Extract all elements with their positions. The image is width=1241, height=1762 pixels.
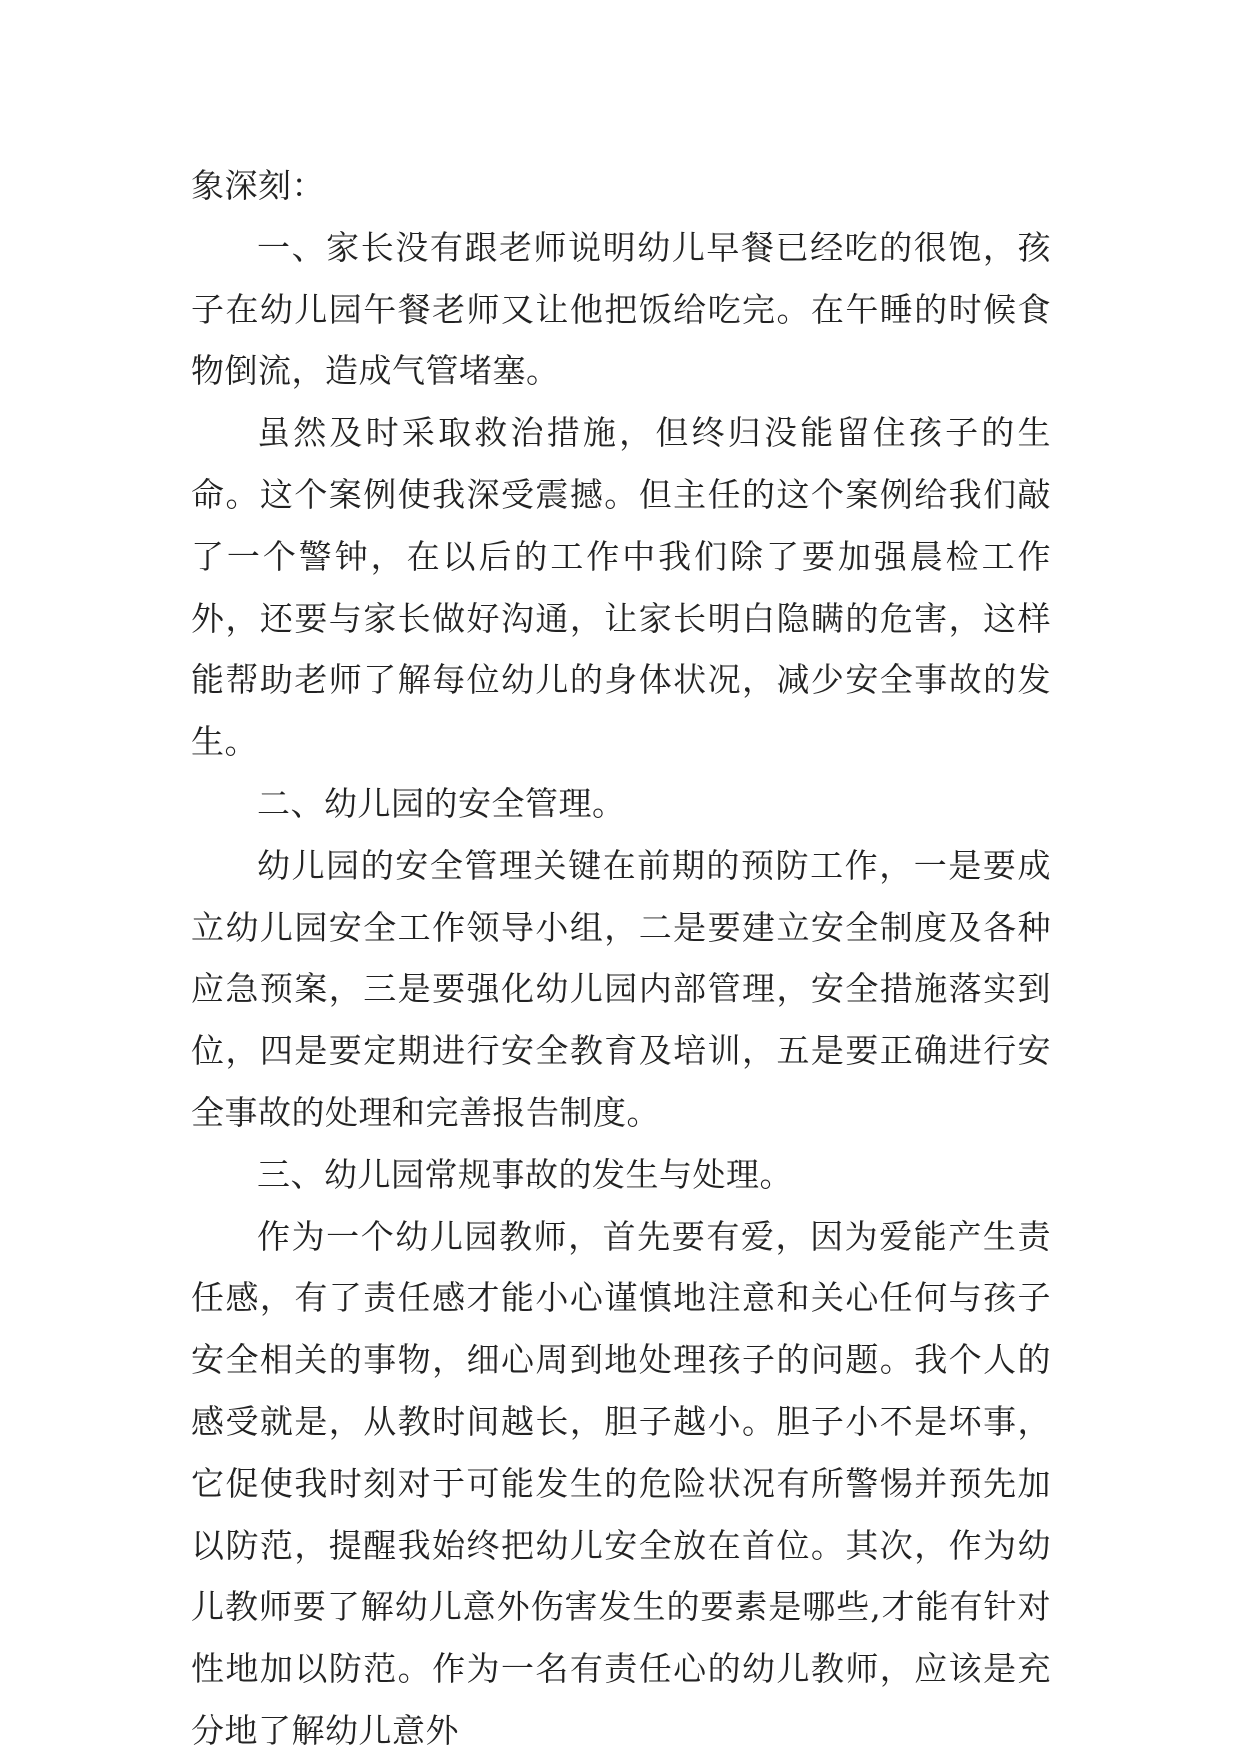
- paragraph-continuation: 象深刻：: [191, 166, 325, 205]
- paragraph-teacher-responsibility: 作为一个幼儿园教师，首先要有爱，因为爱能产生责任感，有了责任感才能小心谨慎地注意和关心任何与孩子安全相关的事物，细心周到地处理孩子的问题。我个人的感受就是，从教时间越长，胆子越小。胆子小不是坏事，它促使我时刻对于可能发生的危险状况有所警惕并预先加以防范，提醒我始终把幼儿安全放在首位。其次，作为幼儿教师要了解幼儿意外伤害发生的要素是哪些,才能有针对性地加以防范。作为一名有责任心的幼儿教师，应该是充分地了解幼儿意外: [191, 1216, 1051, 1750]
- document-body: [191, 155, 1051, 1762]
- section-heading-accident-handling: 三、幼儿园常规事故的发生与处理。: [257, 1154, 793, 1194]
- paragraph-safety-management: 幼儿园的安全管理关键在前期的预防工作，一是要成立幼儿园安全工作领导小组，二是要建立安全制度及各种应急预案，三是要强化幼儿园内部管理，安全措施落实到位，四是要定期进行安全教育及培训，五是要正确进行安全事故的处理和完善报告制度。: [191, 845, 1051, 1132]
- paragraph-case-one: 一、家长没有跟老师说明幼儿早餐已经吃的很饱，孩子在幼儿园午餐老师又让他把饭给吃完。在午睡的时候食物倒流，造成气管堵塞。: [191, 227, 1051, 391]
- section-heading-safety-management: 二、幼儿园的安全管理。: [257, 783, 626, 823]
- paragraph-case-reflection: 虽然及时采取救治措施，但终归没能留住孩子的生命。这个案例使我深受震撼。但主任的这个案例给我们敲了一个警钟，在以后的工作中我们除了要加强晨检工作外，还要与家长做好沟通，让家长明白隐瞒的危害，这样能帮助老师了解每位幼儿的身体状况，减少安全事故的发生。: [191, 413, 1051, 762]
